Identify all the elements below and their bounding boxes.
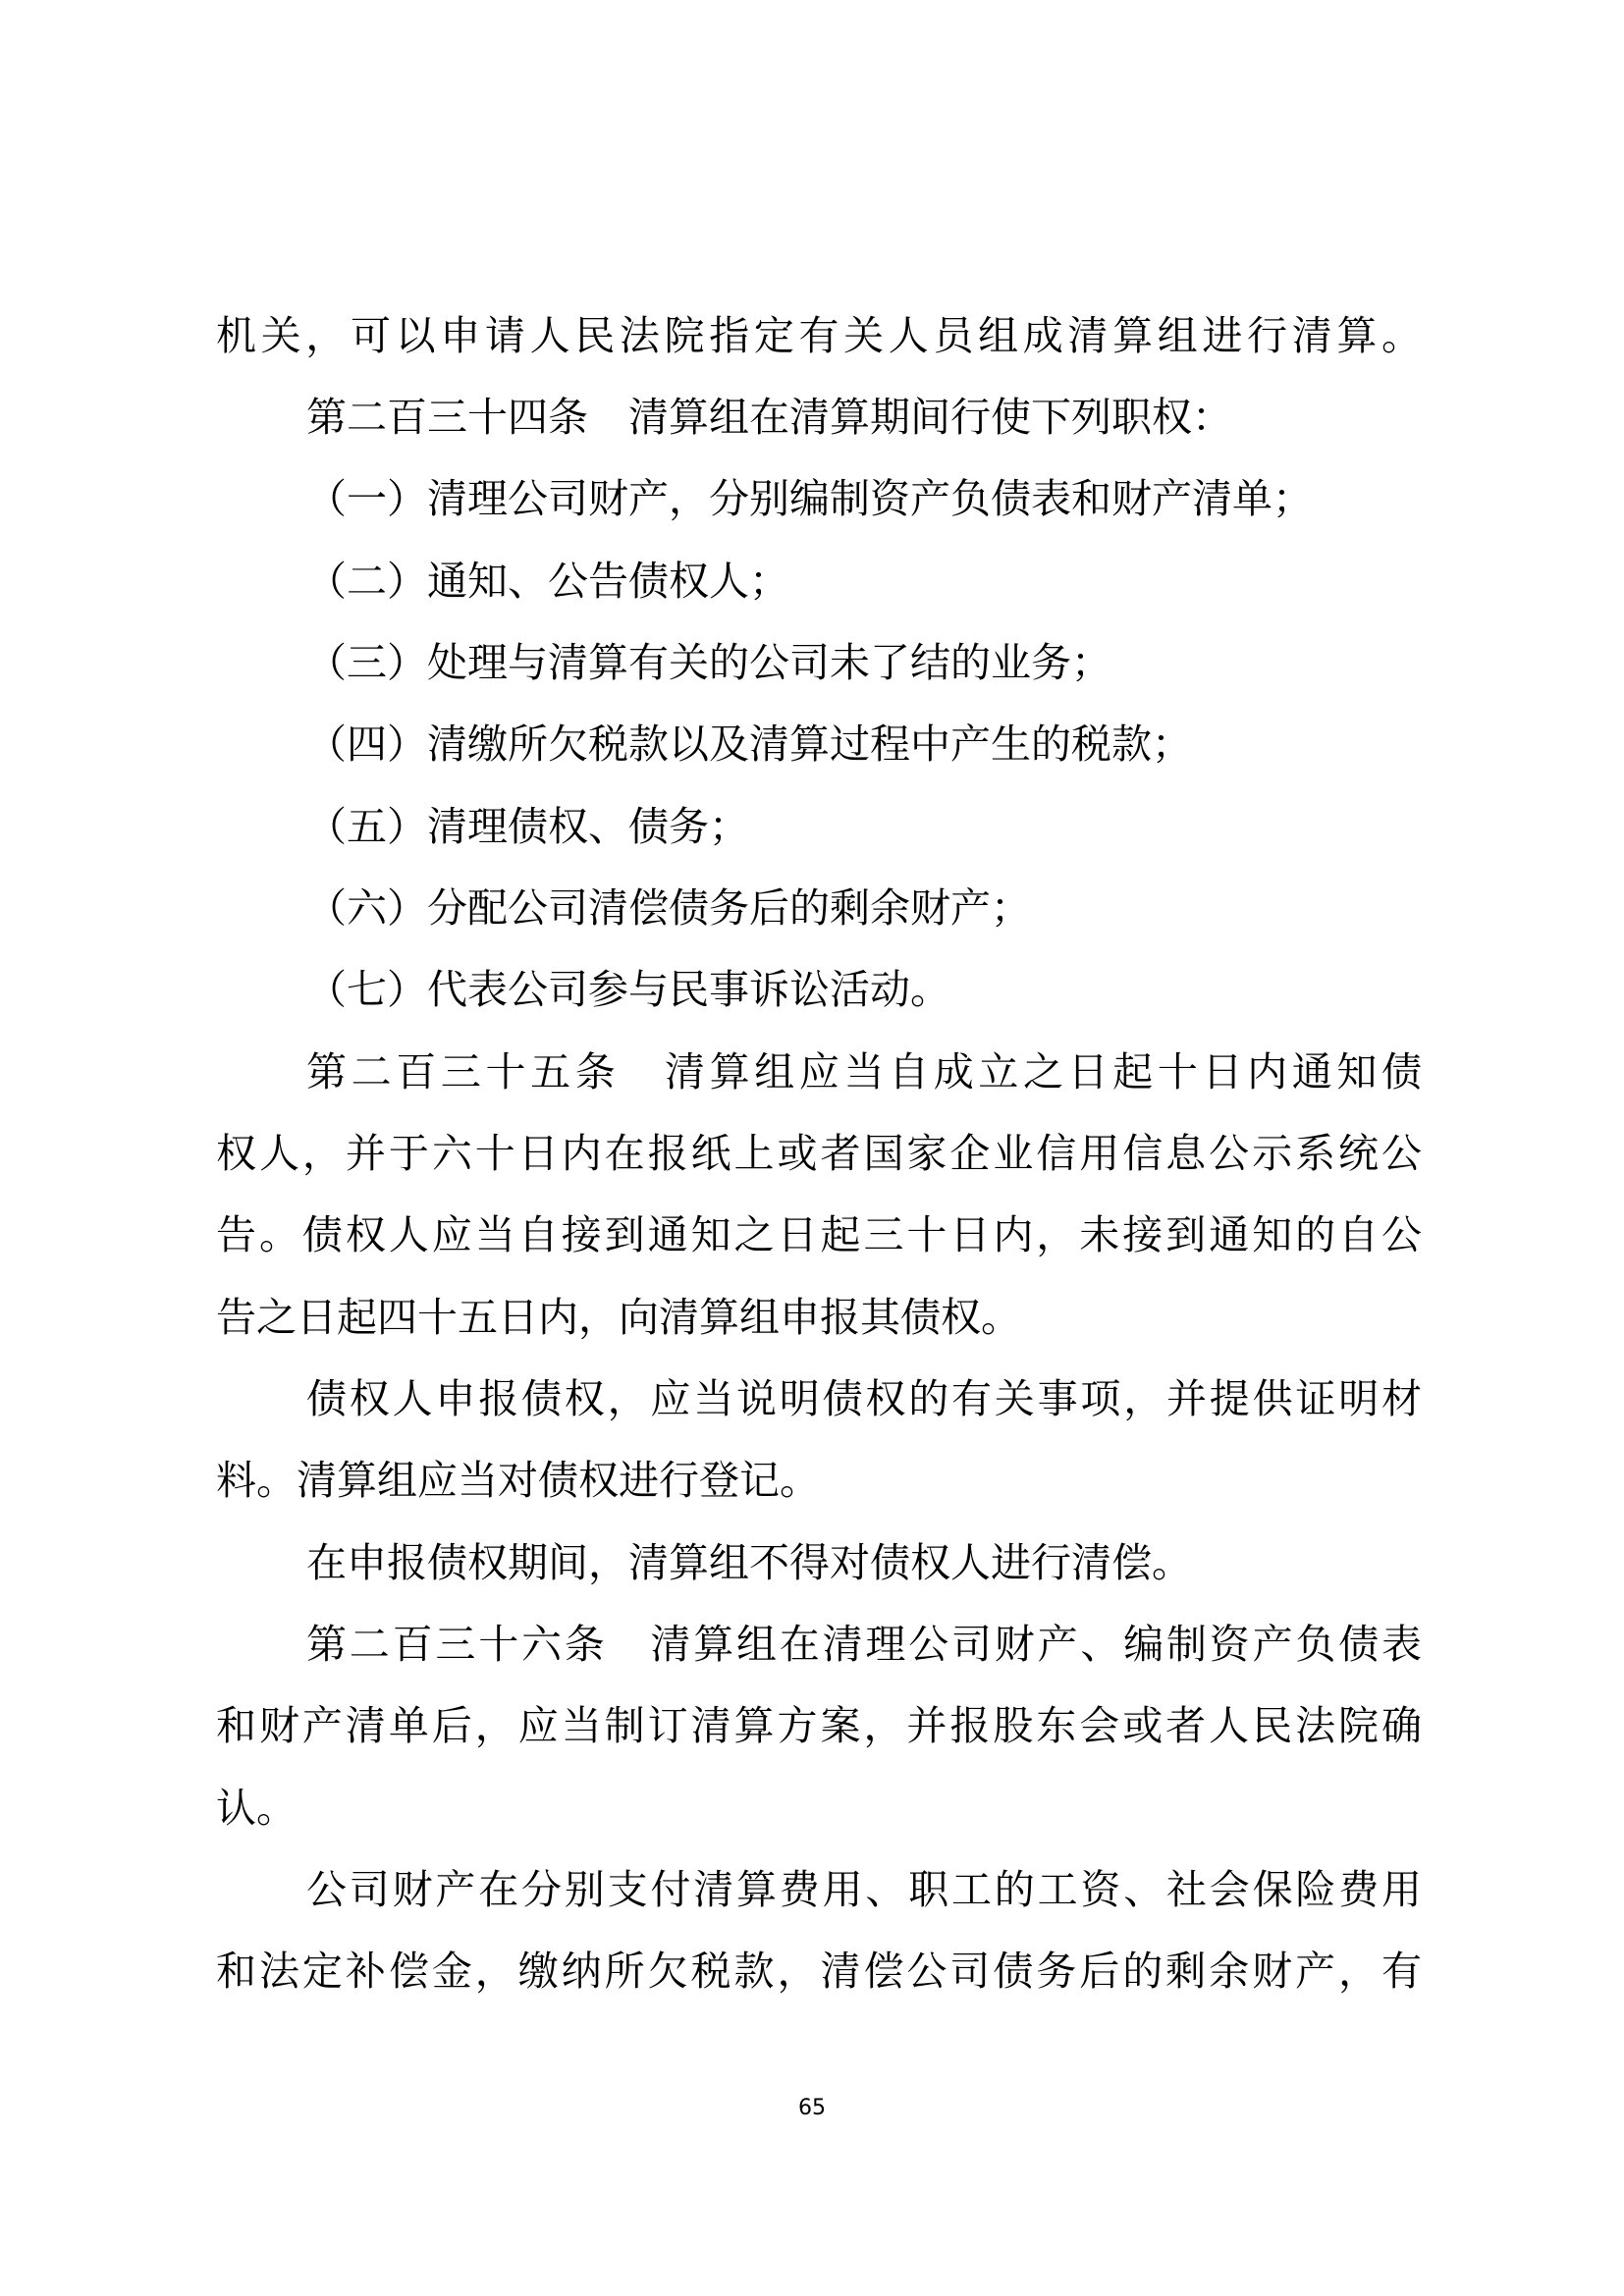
list-item: （五）清理债权、债务； [306, 803, 749, 850]
article-234-heading: 第二百三十四条 清算组在清算期间行使下列职权： [306, 394, 1232, 441]
list-item: （二）通知、公告债权人； [306, 558, 789, 605]
paragraph-start: 债权人申报债权，应当说明债权的有关事项，并提供证明材 [306, 1375, 1422, 1422]
article-236-heading: 第二百三十六条 清算组在清理公司财产、编制资产负债表 [306, 1621, 1422, 1668]
page-number: 65 [798, 2096, 826, 2120]
text-line: 权人，并于六十日内在报纸上或者国家企业信用信息公示系统公 [216, 1130, 1422, 1177]
text-line: 告之日起四十五日内，向清算组申报其债权。 [216, 1294, 1021, 1341]
list-item: （六）分配公司清偿债务后的剩余财产； [306, 884, 1031, 932]
paragraph-start: 在申报债权期间，清算组不得对债权人进行清偿。 [306, 1539, 1192, 1586]
text-line: 料。清算组应当对债权进行登记。 [216, 1457, 820, 1504]
text-line: 告。债权人应当自接到通知之日起三十日内，未接到通知的自公 [216, 1211, 1422, 1258]
text-line: 和财产清单后，应当制订清算方案，并报股东会或者人民法院确 [216, 1702, 1422, 1749]
text-line: 和法定补偿金，缴纳所欠税款，清偿公司债务后的剩余财产，有 [216, 1948, 1422, 1995]
list-item: （一）清理公司财产，分别编制资产负债表和财产清单； [306, 475, 1313, 522]
article-235-heading: 第二百三十五条 清算组应当自成立之日起十日内通知债 [306, 1048, 1422, 1095]
text-line: 机关，可以申请人民法院指定有关人员组成清算组进行清算。 [216, 312, 1422, 359]
paragraph-start: 公司财产在分别支付清算费用、职工的工资、社会保险费用 [306, 1866, 1422, 1913]
list-item: （七）代表公司参与民事诉讼活动。 [306, 966, 950, 1013]
list-item: （四）清缴所欠税款以及清算过程中产生的税款； [306, 721, 1192, 768]
text-line: 认。 [216, 1785, 297, 1832]
list-item: （三）处理与清算有关的公司未了结的业务； [306, 639, 1111, 686]
